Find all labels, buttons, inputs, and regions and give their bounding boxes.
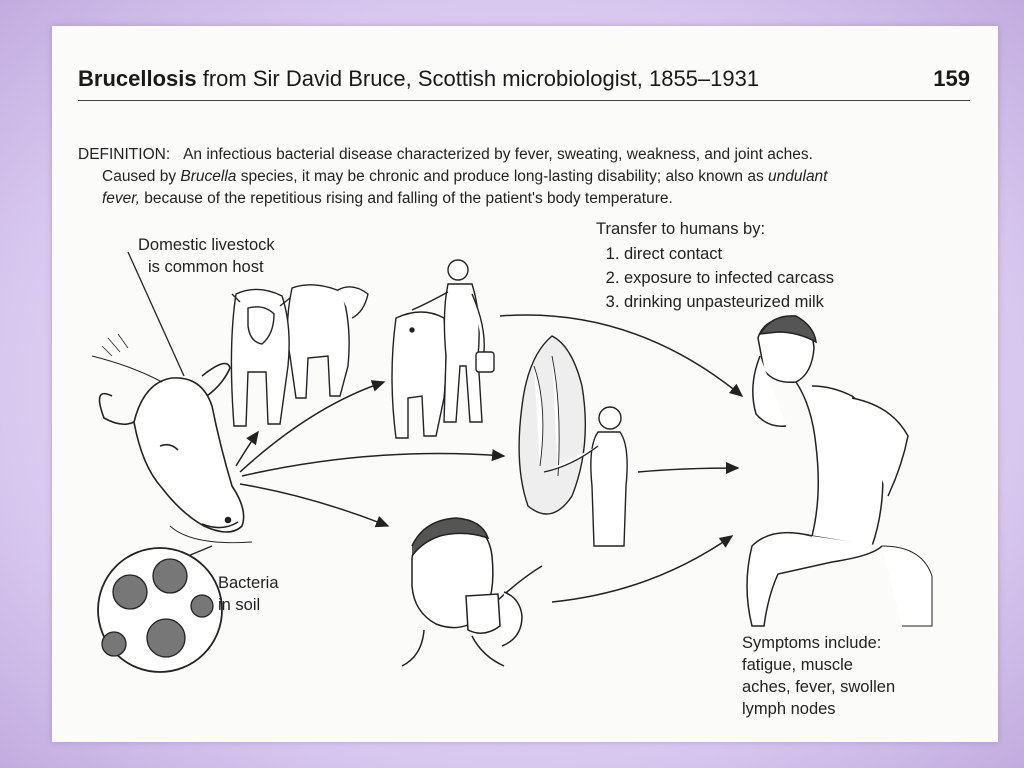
symptoms-line1: Symptoms include: bbox=[742, 634, 882, 652]
symptoms-line4: lymph nodes bbox=[742, 700, 836, 718]
bacteria-label-line2: in soil bbox=[218, 596, 261, 614]
transfer-label bbox=[596, 218, 896, 314]
symptoms-label bbox=[742, 632, 962, 720]
arrow-cow-to-carcass bbox=[242, 454, 504, 477]
carcass-handler-icon bbox=[519, 336, 627, 546]
definition-alias-part2: fever, bbox=[102, 190, 140, 207]
definition-line1: An infectious bacterial disease characterized by fever, sweating, weakness, and joint aches. bbox=[183, 146, 813, 163]
transfer-item: 1. direct contact bbox=[624, 242, 896, 266]
livestock-label-line2: is common host bbox=[148, 258, 264, 276]
textbook-page bbox=[52, 26, 998, 742]
transfer-list bbox=[596, 242, 896, 314]
transfer-item: 3. drinking unpasteurized milk bbox=[624, 290, 896, 314]
definition-line2-pre: Caused by bbox=[102, 168, 181, 185]
livestock-label-line1: Domestic livestock bbox=[138, 236, 275, 254]
milk-drinker-icon bbox=[402, 518, 542, 666]
symptoms-line3: aches, fever, swollen bbox=[742, 678, 896, 696]
definition-line3-post: because of the repetitious rising and falling of the patient's body temperature. bbox=[139, 190, 673, 207]
farmer-with-cow-icon bbox=[392, 260, 494, 438]
livestock-label bbox=[138, 234, 308, 278]
arrow-carcass-to-patient bbox=[638, 468, 738, 472]
transfer-heading: Transfer to humans by: bbox=[596, 220, 766, 238]
arrow-cow-to-drinker bbox=[240, 484, 388, 526]
transfer-item: 2. exposure to infected carcass bbox=[624, 266, 896, 290]
page-number: 159 bbox=[933, 66, 970, 91]
arrow-drinker-to-patient bbox=[552, 536, 732, 602]
cattle-herd-icon bbox=[231, 285, 368, 426]
symptoms-line2: fatigue, muscle bbox=[742, 656, 853, 674]
sick-patient-icon bbox=[747, 316, 932, 626]
bacteria-label bbox=[218, 572, 308, 616]
bacteria-label-line1: Bacteria bbox=[218, 574, 279, 592]
definition-line2-post: species, it may be chronic and produce long-lasting disability; also known as bbox=[236, 168, 769, 185]
definition-label: DEFINITION: bbox=[78, 146, 171, 163]
title-etymology: from Sir David Bruce, Scottish microbiologist, 1855–1931 bbox=[196, 66, 760, 91]
definition-genus: Brucella bbox=[180, 168, 237, 185]
arrow-cow-to-herd bbox=[236, 432, 258, 466]
cow-head-icon bbox=[92, 334, 252, 543]
title-term: Brucellosis bbox=[78, 66, 197, 91]
arrow-cow-to-farmer bbox=[240, 382, 384, 472]
soil-bacteria-icon bbox=[98, 548, 222, 672]
definition-alias-part1: undulant bbox=[768, 168, 828, 185]
